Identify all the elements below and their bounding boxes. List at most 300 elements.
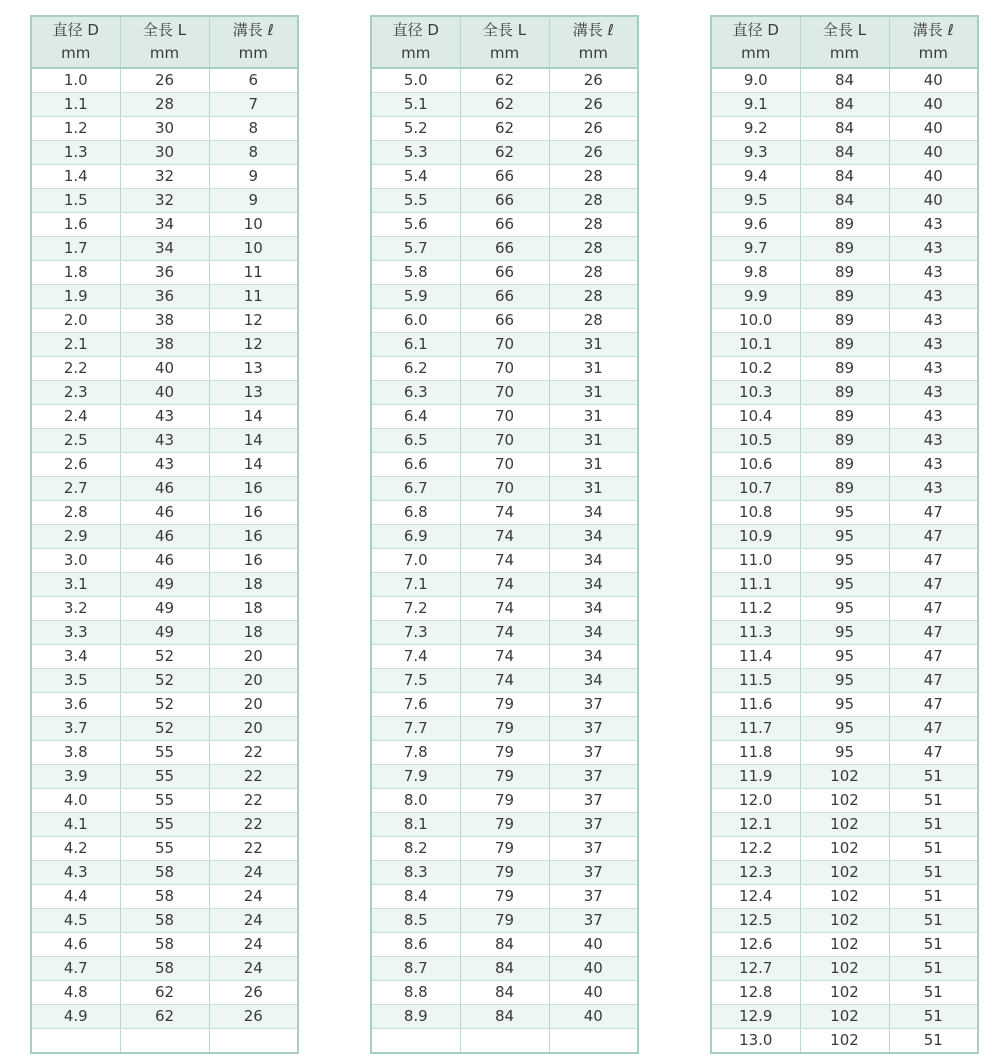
table-row — [711, 1005, 978, 1029]
table-row — [711, 573, 978, 597]
table-row — [371, 1005, 638, 1029]
cell-diameter: 2.3 — [31, 381, 120, 405]
cell-flute-length: 34 — [549, 621, 638, 645]
cell-overall-length: 74 — [460, 573, 549, 597]
table-row — [711, 957, 978, 981]
cell-flute-length: 9 — [209, 165, 298, 189]
cell-diameter: 11.4 — [711, 645, 800, 669]
cell-flute-length — [209, 1029, 298, 1054]
cell-flute-length: 43 — [889, 309, 978, 333]
table-row — [371, 189, 638, 213]
table-row — [711, 597, 978, 621]
cell-overall-length: 102 — [800, 789, 889, 813]
cell-flute-length: 28 — [549, 261, 638, 285]
cell-diameter: 9.5 — [711, 189, 800, 213]
table-row — [371, 309, 638, 333]
cell-diameter: 7.6 — [371, 693, 460, 717]
table-row — [31, 285, 298, 309]
cell-diameter: 10.8 — [711, 501, 800, 525]
cell-flute-length: 51 — [889, 837, 978, 861]
table-row — [711, 789, 978, 813]
cell-overall-length: 66 — [460, 165, 549, 189]
table-row — [711, 909, 978, 933]
cell-diameter: 2.7 — [31, 477, 120, 501]
table-row — [371, 909, 638, 933]
cell-overall-length: 79 — [460, 765, 549, 789]
cell-flute-length: 37 — [549, 789, 638, 813]
cell-flute-length: 31 — [549, 357, 638, 381]
cell-overall-length: 84 — [460, 1005, 549, 1029]
cell-overall-length: 30 — [120, 117, 209, 141]
table-row — [711, 93, 978, 117]
cell-diameter: 2.8 — [31, 501, 120, 525]
table-header — [31, 16, 298, 68]
table-row — [31, 621, 298, 645]
header-overall-length: 全長 L mm — [460, 16, 549, 68]
cell-overall-length: 89 — [800, 213, 889, 237]
cell-overall-length: 74 — [460, 549, 549, 573]
cell-overall-length: 52 — [120, 669, 209, 693]
cell-overall-length: 74 — [460, 501, 549, 525]
table-row — [371, 645, 638, 669]
table-row — [711, 981, 978, 1005]
cell-flute-length: 40 — [889, 141, 978, 165]
cell-overall-length: 79 — [460, 813, 549, 837]
cell-overall-length: 70 — [460, 381, 549, 405]
table-row — [31, 501, 298, 525]
table-row — [371, 717, 638, 741]
cell-diameter: 9.9 — [711, 285, 800, 309]
table-row — [371, 429, 638, 453]
cell-flute-length: 37 — [549, 693, 638, 717]
table-row — [711, 429, 978, 453]
cell-flute-length: 51 — [889, 933, 978, 957]
cell-overall-length: 79 — [460, 837, 549, 861]
cell-diameter: 2.5 — [31, 429, 120, 453]
header-diameter: 直径 D mm — [371, 16, 460, 68]
table-row — [711, 165, 978, 189]
cell-diameter: 12.7 — [711, 957, 800, 981]
cell-flute-length: 37 — [549, 837, 638, 861]
cell-diameter: 7.8 — [371, 741, 460, 765]
cell-diameter: 7.3 — [371, 621, 460, 645]
cell-flute-length: 37 — [549, 885, 638, 909]
cell-overall-length: 79 — [460, 861, 549, 885]
table-row — [371, 885, 638, 909]
table-body — [371, 68, 638, 1053]
cell-flute-length: 34 — [549, 645, 638, 669]
cell-overall-length: 79 — [460, 741, 549, 765]
cell-overall-length: 66 — [460, 237, 549, 261]
cell-flute-length: 47 — [889, 573, 978, 597]
table-row — [371, 285, 638, 309]
table-row — [31, 741, 298, 765]
cell-overall-length: 66 — [460, 285, 549, 309]
table-row — [31, 93, 298, 117]
cell-overall-length: 46 — [120, 477, 209, 501]
cell-overall-length: 95 — [800, 669, 889, 693]
cell-diameter: 4.0 — [31, 789, 120, 813]
cell-diameter: 8.4 — [371, 885, 460, 909]
table-row — [31, 717, 298, 741]
table-row — [371, 981, 638, 1005]
cell-diameter: 3.1 — [31, 573, 120, 597]
table-row — [371, 165, 638, 189]
cell-flute-length: 22 — [209, 765, 298, 789]
table-body — [31, 68, 298, 1053]
cell-flute-length: 24 — [209, 957, 298, 981]
cell-diameter: 5.1 — [371, 93, 460, 117]
cell-flute-length: 43 — [889, 357, 978, 381]
table-row — [371, 813, 638, 837]
header-flute-length: 溝長 ℓ mm — [549, 16, 638, 68]
cell-overall-length: 55 — [120, 789, 209, 813]
drill-spec-table-3 — [710, 15, 979, 1054]
table-row — [371, 933, 638, 957]
cell-diameter: 1.5 — [31, 189, 120, 213]
cell-diameter: 7.9 — [371, 765, 460, 789]
cell-overall-length: 58 — [120, 885, 209, 909]
cell-diameter: 9.2 — [711, 117, 800, 141]
table-row — [31, 597, 298, 621]
cell-overall-length: 70 — [460, 405, 549, 429]
cell-overall-length: 95 — [800, 549, 889, 573]
cell-flute-length: 40 — [889, 93, 978, 117]
cell-diameter: 4.4 — [31, 885, 120, 909]
cell-flute-length: 20 — [209, 645, 298, 669]
cell-flute-length: 12 — [209, 309, 298, 333]
table-row — [31, 909, 298, 933]
cell-flute-length: 26 — [209, 1005, 298, 1029]
cell-overall-length: 102 — [800, 909, 889, 933]
table-row — [711, 381, 978, 405]
cell-overall-length: 36 — [120, 285, 209, 309]
table-row — [31, 789, 298, 813]
cell-flute-length: 14 — [209, 429, 298, 453]
header-diameter: 直径 D mm — [31, 16, 120, 68]
cell-flute-length: 47 — [889, 525, 978, 549]
cell-flute-length: 28 — [549, 309, 638, 333]
cell-flute-length: 40 — [549, 1005, 638, 1029]
cell-diameter: 10.1 — [711, 333, 800, 357]
table-row — [711, 813, 978, 837]
cell-overall-length: 43 — [120, 453, 209, 477]
table-row — [711, 309, 978, 333]
cell-flute-length: 24 — [209, 885, 298, 909]
table-row — [371, 597, 638, 621]
table-row — [371, 741, 638, 765]
cell-flute-length — [549, 1029, 638, 1054]
table-row — [31, 117, 298, 141]
cell-diameter: 1.3 — [31, 141, 120, 165]
cell-flute-length: 51 — [889, 909, 978, 933]
cell-overall-length: 102 — [800, 981, 889, 1005]
cell-overall-length: 89 — [800, 357, 889, 381]
cell-overall-length: 66 — [460, 261, 549, 285]
cell-diameter: 1.8 — [31, 261, 120, 285]
cell-diameter: 6.1 — [371, 333, 460, 357]
cell-overall-length: 52 — [120, 693, 209, 717]
cell-overall-length: 34 — [120, 237, 209, 261]
cell-flute-length: 18 — [209, 573, 298, 597]
cell-overall-length: 55 — [120, 837, 209, 861]
cell-diameter: 4.7 — [31, 957, 120, 981]
cell-overall-length: 46 — [120, 501, 209, 525]
cell-diameter: 7.1 — [371, 573, 460, 597]
header-overall-length: 全長 L mm — [800, 16, 889, 68]
cell-overall-length: 95 — [800, 645, 889, 669]
cell-diameter: 4.8 — [31, 981, 120, 1005]
table-row — [711, 453, 978, 477]
cell-flute-length: 51 — [889, 1029, 978, 1054]
cell-flute-length: 26 — [549, 68, 638, 93]
cell-diameter: 2.4 — [31, 405, 120, 429]
cell-diameter: 5.0 — [371, 68, 460, 93]
cell-overall-length: 58 — [120, 861, 209, 885]
cell-overall-length: 28 — [120, 93, 209, 117]
cell-flute-length: 43 — [889, 405, 978, 429]
table-row — [371, 669, 638, 693]
table-row — [31, 237, 298, 261]
cell-flute-length: 43 — [889, 285, 978, 309]
header-flute-length: 溝長 ℓ mm — [209, 16, 298, 68]
cell-overall-length: 102 — [800, 1029, 889, 1054]
cell-diameter: 9.8 — [711, 261, 800, 285]
cell-flute-length: 13 — [209, 381, 298, 405]
table-row — [371, 765, 638, 789]
cell-overall-length: 66 — [460, 189, 549, 213]
cell-diameter: 10.4 — [711, 405, 800, 429]
cell-diameter: 12.2 — [711, 837, 800, 861]
cell-overall-length: 89 — [800, 453, 889, 477]
cell-overall-length: 89 — [800, 405, 889, 429]
cell-diameter: 6.5 — [371, 429, 460, 453]
table-row — [371, 549, 638, 573]
cell-diameter: 8.6 — [371, 933, 460, 957]
cell-overall-length: 79 — [460, 909, 549, 933]
cell-overall-length: 74 — [460, 645, 549, 669]
cell-flute-length: 40 — [889, 117, 978, 141]
cell-diameter: 12.4 — [711, 885, 800, 909]
table-row — [31, 1005, 298, 1029]
table-row — [711, 141, 978, 165]
cell-diameter: 12.5 — [711, 909, 800, 933]
cell-flute-length: 16 — [209, 501, 298, 525]
cell-diameter: 10.0 — [711, 309, 800, 333]
cell-diameter: 3.3 — [31, 621, 120, 645]
cell-flute-length: 18 — [209, 597, 298, 621]
cell-overall-length: 49 — [120, 573, 209, 597]
cell-flute-length: 40 — [549, 933, 638, 957]
header-flute-length: 溝長 ℓ mm — [889, 16, 978, 68]
cell-flute-length: 47 — [889, 501, 978, 525]
cell-diameter: 10.7 — [711, 477, 800, 501]
cell-overall-length: 49 — [120, 597, 209, 621]
cell-diameter: 10.9 — [711, 525, 800, 549]
cell-diameter: 3.2 — [31, 597, 120, 621]
cell-diameter: 4.5 — [31, 909, 120, 933]
table-row — [711, 669, 978, 693]
cell-diameter: 1.0 — [31, 68, 120, 93]
cell-diameter: 6.6 — [371, 453, 460, 477]
table-row — [371, 957, 638, 981]
cell-flute-length: 40 — [889, 189, 978, 213]
cell-flute-length: 31 — [549, 429, 638, 453]
cell-overall-length: 62 — [460, 68, 549, 93]
table-row — [31, 213, 298, 237]
table-row — [711, 741, 978, 765]
cell-flute-length: 47 — [889, 741, 978, 765]
cell-flute-length: 34 — [549, 573, 638, 597]
cell-flute-length: 11 — [209, 261, 298, 285]
table-row — [711, 285, 978, 309]
cell-diameter: 5.6 — [371, 213, 460, 237]
table-row — [711, 621, 978, 645]
cell-flute-length: 16 — [209, 525, 298, 549]
cell-overall-length: 89 — [800, 429, 889, 453]
table-row — [31, 477, 298, 501]
table-row — [711, 549, 978, 573]
cell-overall-length: 74 — [460, 621, 549, 645]
table-row — [711, 68, 978, 93]
cell-flute-length: 28 — [549, 213, 638, 237]
cell-diameter: 6.3 — [371, 381, 460, 405]
table-row — [31, 837, 298, 861]
cell-overall-length: 46 — [120, 525, 209, 549]
cell-flute-length: 43 — [889, 429, 978, 453]
cell-overall-length: 38 — [120, 309, 209, 333]
cell-flute-length: 43 — [889, 213, 978, 237]
table-row — [31, 381, 298, 405]
cell-flute-length: 20 — [209, 669, 298, 693]
cell-overall-length: 89 — [800, 237, 889, 261]
cell-flute-length: 26 — [549, 141, 638, 165]
cell-diameter: 12.8 — [711, 981, 800, 1005]
cell-flute-length: 11 — [209, 285, 298, 309]
cell-overall-length: 84 — [800, 189, 889, 213]
cell-diameter: 12.0 — [711, 789, 800, 813]
cell-diameter: 9.0 — [711, 68, 800, 93]
cell-overall-length: 95 — [800, 573, 889, 597]
cell-flute-length: 28 — [549, 165, 638, 189]
table-row — [711, 885, 978, 909]
cell-flute-length: 22 — [209, 813, 298, 837]
cell-overall-length: 89 — [800, 261, 889, 285]
cell-flute-length: 18 — [209, 621, 298, 645]
table-row — [711, 189, 978, 213]
cell-diameter: 11.1 — [711, 573, 800, 597]
table-row — [31, 669, 298, 693]
cell-flute-length: 8 — [209, 141, 298, 165]
table-row — [371, 477, 638, 501]
cell-overall-length: 38 — [120, 333, 209, 357]
cell-overall-length: 62 — [120, 1005, 209, 1029]
table-row — [371, 453, 638, 477]
cell-diameter: 2.6 — [31, 453, 120, 477]
table-row — [31, 453, 298, 477]
table-row — [371, 93, 638, 117]
cell-overall-length: 62 — [120, 981, 209, 1005]
cell-overall-length: 70 — [460, 333, 549, 357]
cell-diameter: 7.5 — [371, 669, 460, 693]
cell-diameter: 8.8 — [371, 981, 460, 1005]
cell-flute-length: 51 — [889, 813, 978, 837]
cell-overall-length: 102 — [800, 957, 889, 981]
cell-diameter: 11.7 — [711, 717, 800, 741]
cell-overall-length: 95 — [800, 525, 889, 549]
cell-overall-length: 70 — [460, 429, 549, 453]
cell-flute-length: 26 — [549, 93, 638, 117]
cell-overall-length: 62 — [460, 93, 549, 117]
table-row — [371, 405, 638, 429]
cell-diameter: 7.0 — [371, 549, 460, 573]
cell-flute-length: 51 — [889, 1005, 978, 1029]
table-row — [31, 693, 298, 717]
cell-diameter: 1.2 — [31, 117, 120, 141]
cell-diameter: 2.2 — [31, 357, 120, 381]
cell-overall-length: 58 — [120, 957, 209, 981]
cell-diameter: 10.6 — [711, 453, 800, 477]
cell-overall-length — [120, 1029, 209, 1054]
table-body — [711, 68, 978, 1053]
cell-diameter: 5.9 — [371, 285, 460, 309]
cell-flute-length: 43 — [889, 477, 978, 501]
table-row — [31, 765, 298, 789]
cell-diameter: 3.4 — [31, 645, 120, 669]
drill-spec-table-1 — [30, 15, 299, 1054]
cell-overall-length: 74 — [460, 669, 549, 693]
table-row — [371, 213, 638, 237]
table-row — [711, 861, 978, 885]
cell-flute-length: 47 — [889, 717, 978, 741]
cell-diameter: 6.0 — [371, 309, 460, 333]
table-row — [711, 237, 978, 261]
cell-flute-length: 34 — [549, 525, 638, 549]
cell-flute-length: 7 — [209, 93, 298, 117]
cell-flute-length: 47 — [889, 549, 978, 573]
cell-overall-length: 89 — [800, 381, 889, 405]
cell-overall-length: 43 — [120, 429, 209, 453]
cell-flute-length: 8 — [209, 117, 298, 141]
cell-diameter: 5.7 — [371, 237, 460, 261]
cell-flute-length: 31 — [549, 405, 638, 429]
cell-diameter: 4.1 — [31, 813, 120, 837]
cell-overall-length: 66 — [460, 309, 549, 333]
cell-overall-length: 84 — [460, 933, 549, 957]
cell-overall-length: 40 — [120, 381, 209, 405]
table-row — [371, 573, 638, 597]
cell-overall-length: 62 — [460, 117, 549, 141]
table-row — [371, 381, 638, 405]
table-row — [711, 333, 978, 357]
cell-overall-length: 32 — [120, 189, 209, 213]
cell-diameter: 8.3 — [371, 861, 460, 885]
table-row — [371, 621, 638, 645]
cell-overall-length: 79 — [460, 717, 549, 741]
cell-overall-length: 40 — [120, 357, 209, 381]
header-diameter: 直径 D mm — [711, 16, 800, 68]
table-row — [371, 237, 638, 261]
cell-overall-length: 46 — [120, 549, 209, 573]
table-row — [31, 957, 298, 981]
cell-overall-length: 43 — [120, 405, 209, 429]
cell-diameter: 4.6 — [31, 933, 120, 957]
table-row — [711, 645, 978, 669]
cell-overall-length: 52 — [120, 717, 209, 741]
table-row — [371, 789, 638, 813]
cell-flute-length: 43 — [889, 237, 978, 261]
cell-diameter: 8.5 — [371, 909, 460, 933]
